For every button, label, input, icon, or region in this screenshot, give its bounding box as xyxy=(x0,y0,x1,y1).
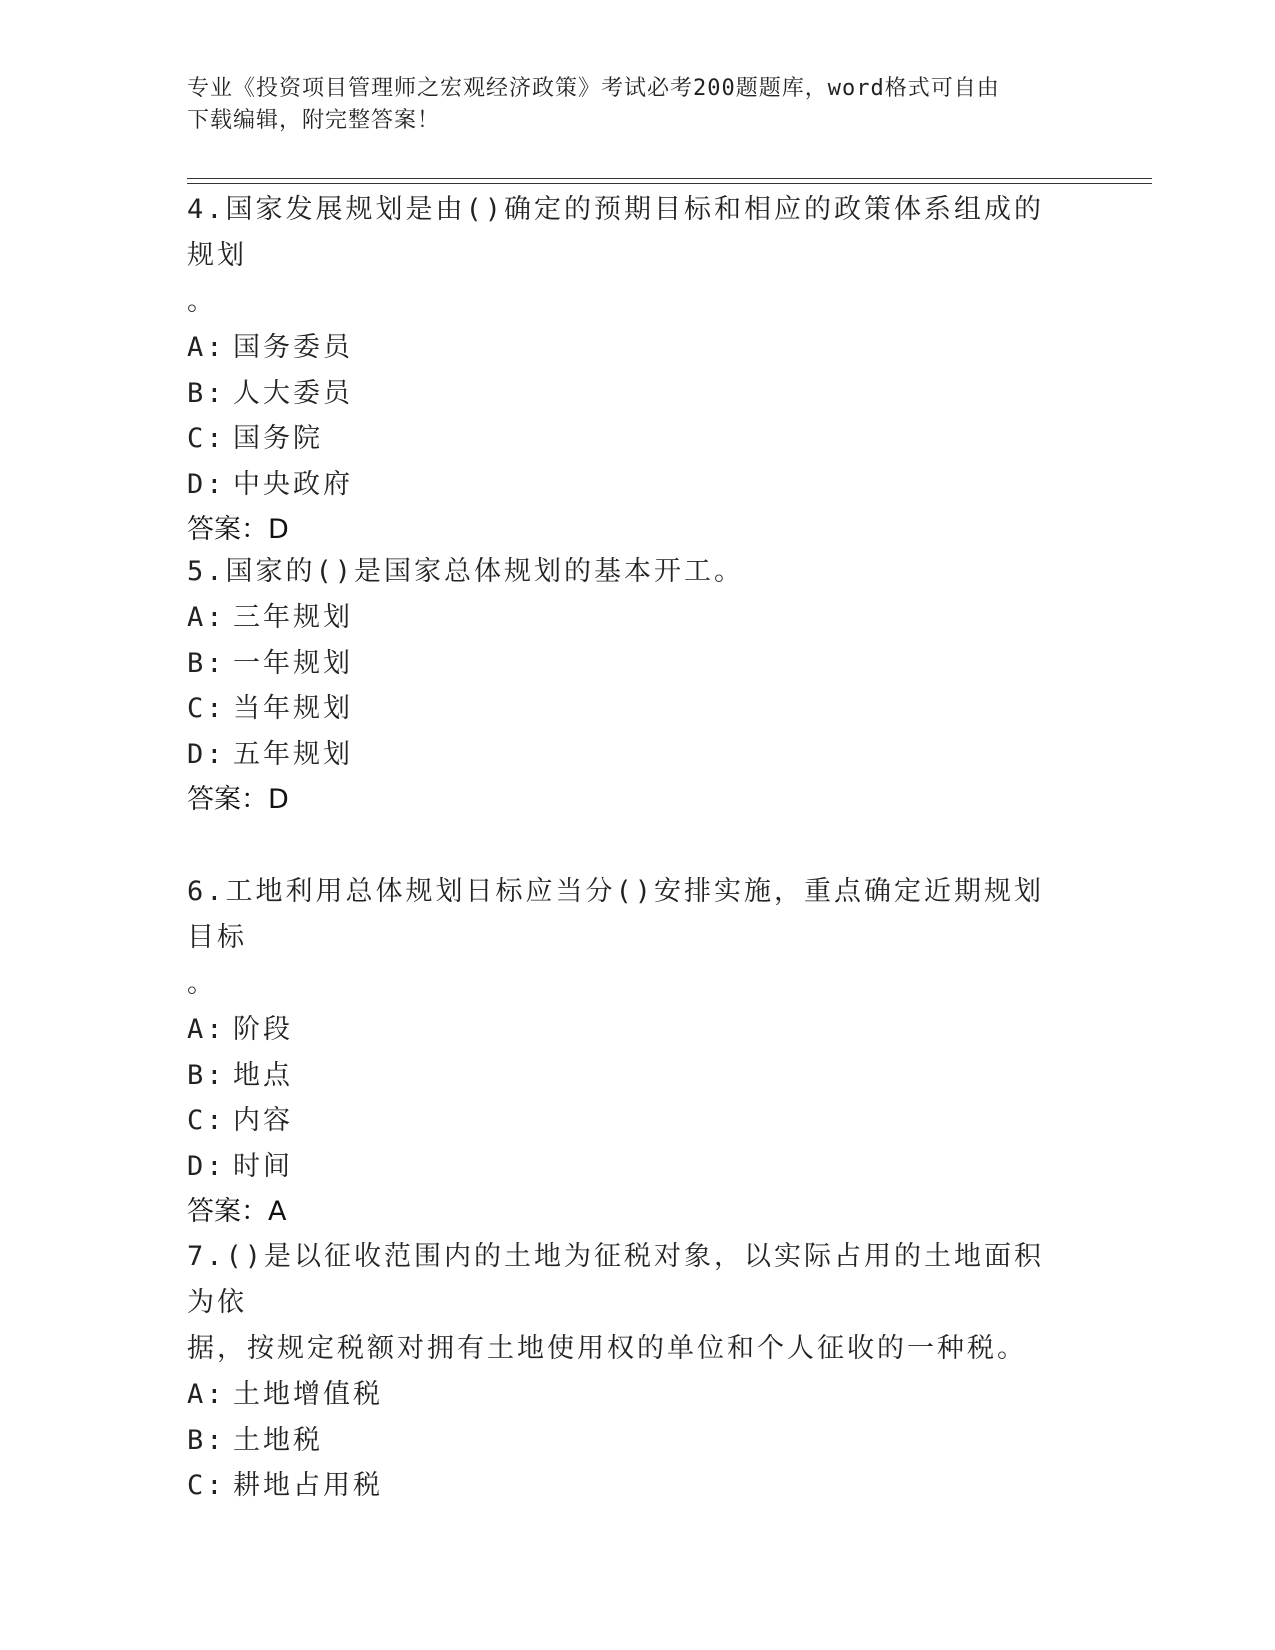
question-stem-line: 7.()是以征收范围内的土地为征税对象，以实际占用的土地面积为依 xyxy=(187,1241,1045,1318)
answer-line: 答案：D xyxy=(187,514,289,545)
option-text: 三年规划 xyxy=(233,602,353,633)
option-letter: A: xyxy=(187,1379,226,1410)
option-b xyxy=(187,1053,1067,1099)
question-stem-line: 5.国家的()是国家总体规划的基本开工。 xyxy=(187,556,745,587)
option-letter: C: xyxy=(187,693,226,724)
option-letter: C: xyxy=(187,423,226,454)
header-line-2: 下载编辑，附完整答案！ xyxy=(187,108,441,133)
option-letter: B: xyxy=(187,647,226,679)
option-text: 中央政府 xyxy=(233,468,353,500)
option-text: 时间 xyxy=(233,1150,293,1182)
question-5 xyxy=(187,549,1067,823)
option-text: 土地税 xyxy=(233,1424,323,1456)
option-c xyxy=(187,686,1067,732)
option-text: 人大委员 xyxy=(233,377,353,409)
option-letter: B: xyxy=(187,1059,226,1091)
option-text: 内容 xyxy=(233,1105,293,1136)
option-letter: C: xyxy=(187,1470,226,1501)
question-7 xyxy=(187,1234,1067,1509)
answer-line: 答案：D xyxy=(187,784,289,815)
option-letter: D: xyxy=(187,738,226,770)
option-letter: D: xyxy=(187,1150,226,1182)
option-text: 国务委员 xyxy=(233,332,353,363)
answer-line: 答案：A xyxy=(187,1196,287,1227)
option-a xyxy=(187,1372,1067,1418)
document-header xyxy=(187,73,1067,137)
option-text: 耕地占用税 xyxy=(233,1470,383,1501)
header-divider-bottom xyxy=(187,183,1152,184)
question-stem-line: 据，按规定税额对拥有土地使用权的单位和个人征收的一种税。 xyxy=(187,1333,1027,1364)
option-text: 国务院 xyxy=(233,423,323,454)
header-divider-top xyxy=(187,178,1152,179)
option-text: 一年规划 xyxy=(233,647,353,679)
option-d xyxy=(187,732,1067,778)
option-text: 土地增值税 xyxy=(233,1379,383,1410)
question-stem-line: 6.工地利用总体规划日标应当分()安排实施，重点确定近期规划目标 xyxy=(187,876,1045,953)
option-c xyxy=(187,416,1067,462)
option-letter: D: xyxy=(187,468,226,500)
question-6 xyxy=(187,869,1067,1235)
option-text: 五年规划 xyxy=(233,738,353,770)
option-letter: A: xyxy=(187,332,226,363)
option-b xyxy=(187,641,1067,687)
option-text: 地点 xyxy=(233,1059,293,1091)
question-4 xyxy=(187,187,1067,553)
option-c xyxy=(187,1098,1067,1144)
option-d xyxy=(187,1144,1067,1190)
option-letter: B: xyxy=(187,1424,226,1456)
option-letter: A: xyxy=(187,1014,226,1045)
option-b xyxy=(187,371,1067,417)
option-a xyxy=(187,325,1067,371)
header-line-1: 专业《投资项目管理师之宏观经济政策》考试必考200题题库，word格式可自由 xyxy=(187,76,1000,101)
option-a xyxy=(187,595,1067,641)
option-text: 阶段 xyxy=(233,1014,293,1045)
option-b xyxy=(187,1418,1067,1464)
option-letter: B: xyxy=(187,377,226,409)
question-stem-line: 4.国家发展规划是由()确定的预期目标和相应的政策体系组成的规划 xyxy=(187,194,1045,271)
option-d xyxy=(187,462,1067,508)
option-a xyxy=(187,1007,1067,1053)
option-letter: A: xyxy=(187,602,226,633)
option-c xyxy=(187,1463,1067,1509)
option-letter: C: xyxy=(187,1105,226,1136)
option-text: 当年规划 xyxy=(233,693,353,724)
question-stem-line: 。 xyxy=(187,286,217,317)
question-stem-line: 。 xyxy=(187,968,217,999)
